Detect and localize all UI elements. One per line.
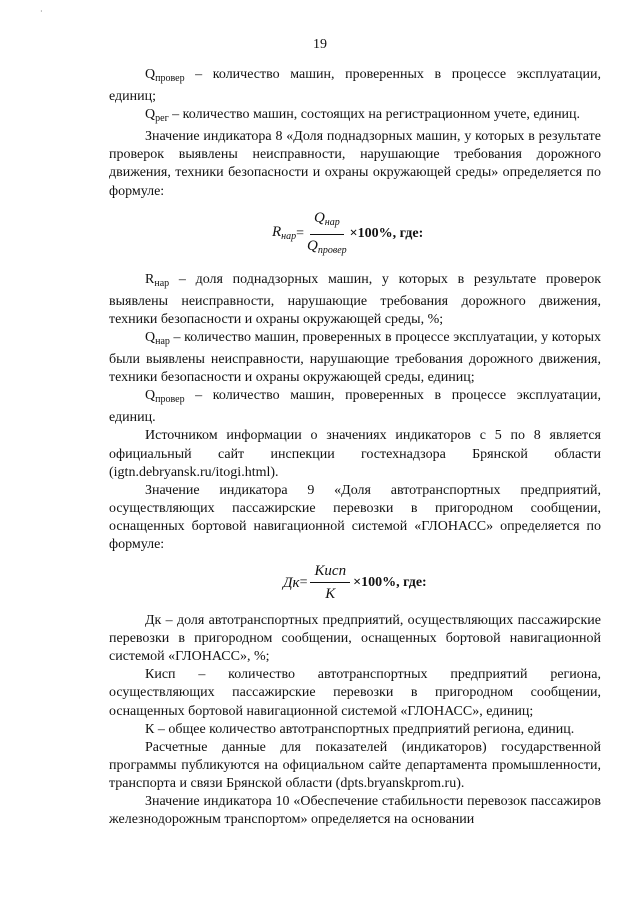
paragraph-q-proverki-2: $Q_{провер}$ – количество машин, проверенных в процессе эксплуатации, единиц. <box>109 388 601 426</box>
paragraph-r-nar: $R_{нар}$ – доля поднадзорных машин, у которых в результате проверок выявлены неисправности, нарушающие требования дорожного движения, техники безопасности и охраны окружающей среды, %; <box>109 271 601 327</box>
formula-indicator-9: Дк = $\frac{\text{Кисп}}{К}$ ×100%, где: <box>283 563 427 603</box>
paragraph-publication: Расчетные данные для показателей (индикаторов) государственной программы публикуются на официальном сайте департамента промышленности, транспорта и связи Брянской области (dpts.bryanskprom.ru). <box>109 739 601 791</box>
paragraph-indicator-8: Значение индикатора 8 «Доля поднадзорных машин, у которых в результате проверок выявлены неисправности, нарушающие требования дорожного движения, техники безопасности и охраны окружающей среды» определяется по формуле: <box>109 129 601 199</box>
corner-mark: · <box>40 7 43 16</box>
paragraph-q-proverki: $Q_{провер}$ – количество машин, проверенных в процессе эксплуатации, единиц; <box>109 67 601 105</box>
fraction: $\frac{Q_{нар}}{Q_{провер}}$ <box>307 209 347 256</box>
paragraph-q-reg: $Q_{рег}$ – количество машин, состоящих на регистрационном учете, единиц. <box>145 107 581 125</box>
paragraph-q-nar: $Q_{нар}$ – количество машин, проверенных в процессе эксплуатации, у которых были выявлены неисправности, нарушающие требования дорожного движения, техники безопасности и охраны окружающей среды, единиц; <box>109 329 601 386</box>
paragraph-source: Источником информации о значениях индикаторов с 5 по 8 является официальный сайт инспекции гостехнадзора Брянской области (igtn.debryansk.ru/itogi.html). <box>109 428 601 480</box>
paragraph-indicator-10: Значение индикатора 10 «Обеспечение стабильности перевозок пассажиров железнодорожным транспортом» определяется на основании <box>109 794 601 828</box>
page-number: 19 <box>313 37 327 52</box>
paragraph-indicator-9: Значение индикатора 9 «Доля автотранспортных предприятий, осуществляющих пассажирские перевозки в пригородном сообщении, оснащенных бортовой навигационной системой «ГЛОНАСС» определяется по формуле: <box>109 482 601 552</box>
paragraph-dk: Дк – доля автотранспортных предприятий, осуществляющих пассажирские перевозки в пригородном сообщении, оснащенных бортовой навигационной системой «ГЛОНАСС», %; <box>109 613 601 665</box>
body-text <box>109 66 601 829</box>
paragraph-k: К – общее количество автотранспортных предприятий региона, единиц. <box>145 721 575 737</box>
paragraph-kisp: Кисп – количество автотранспортных предприятий региона, осуществляющих пассажирские перевозки в пригородном сообщении, оснащенных бортовой навигационной системой «ГЛОНАСС», единиц; <box>109 667 601 719</box>
formula-indicator-8: $R_{нар}$ = $\frac{Q_{нар}}{Q_{провер}}$ ×100%, где: <box>109 201 601 271</box>
fraction: $\frac{\text{Кисп}}{К}$ <box>310 562 350 603</box>
